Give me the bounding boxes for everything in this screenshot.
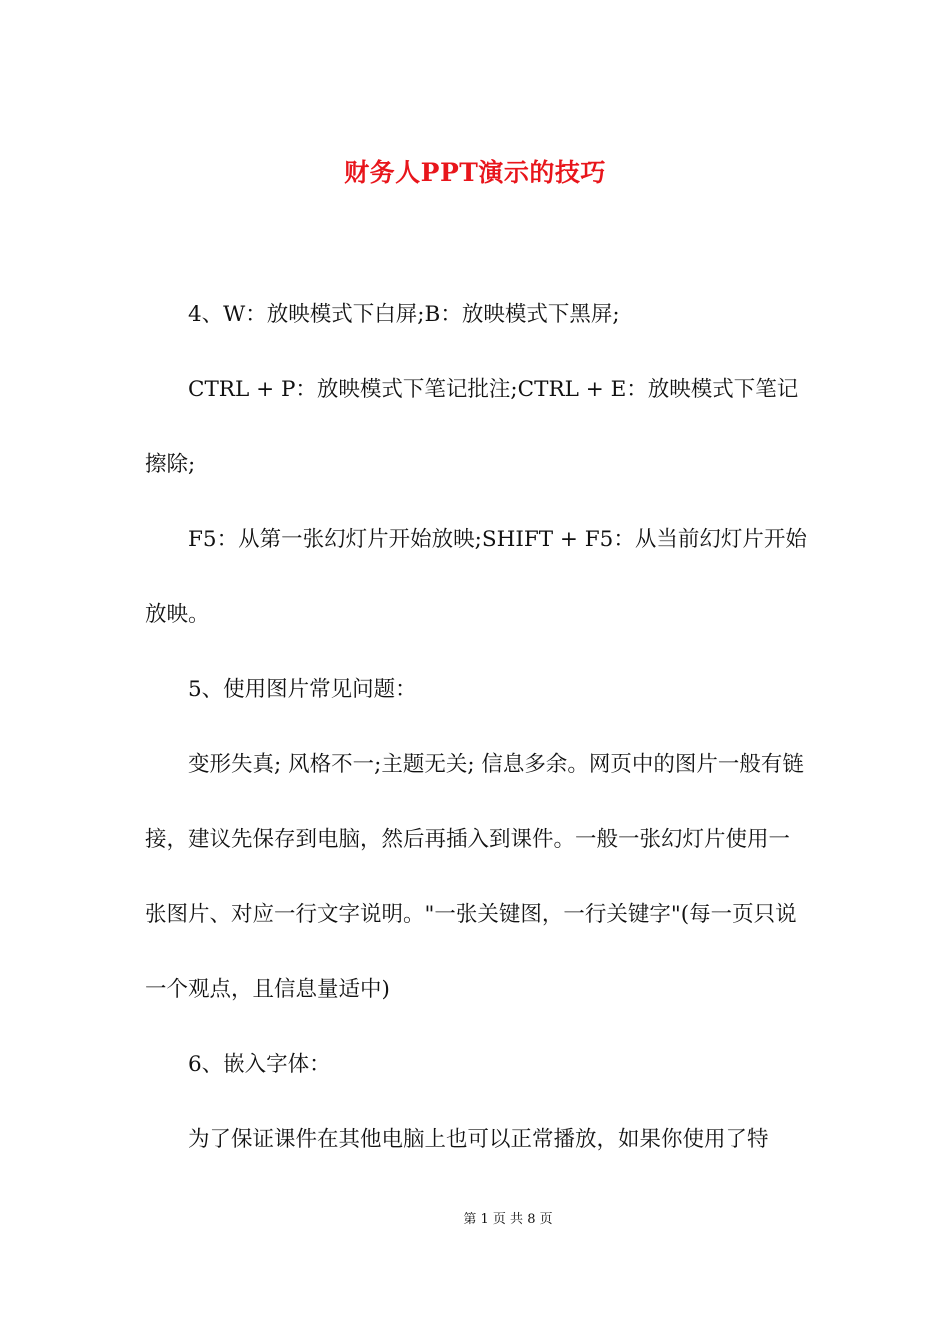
paragraph: F5：从第一张幻灯片开始放映;SHIFT + F5：从当前幻灯片开始放映。 <box>145 527 807 627</box>
page-title: 财务人PPT演示的技巧 <box>344 157 606 187</box>
page-number-footer: 第 1 页 共 8 页 <box>463 1212 553 1227</box>
paragraph: 4、W：放映模式下白屏;B：放映模式下黑屏; <box>188 302 620 327</box>
paragraph: CTRL + P：放映模式下笔记批注;CTRL + E：放映模式下笔记擦除; <box>145 377 799 477</box>
paragraph: 为了保证课件在其他电脑上也可以正常播放，如果你使用了特 <box>188 1127 769 1152</box>
paragraph: 变形失真; 风格不一;主题无关; 信息多余。网页中的图片一般有链接，建议先保存到电脑，然后再插入到课件。一般一张幻灯片使用一张图片、对应一行文字说明。"一张关键图，一行关键字"(每一页只说一个观点，且信息量适中) <box>145 752 804 1002</box>
paragraph: 6、嵌入字体： <box>188 1052 331 1077</box>
paragraph: 5、使用图片常见问题： <box>188 677 417 702</box>
document-body <box>145 277 809 1177</box>
